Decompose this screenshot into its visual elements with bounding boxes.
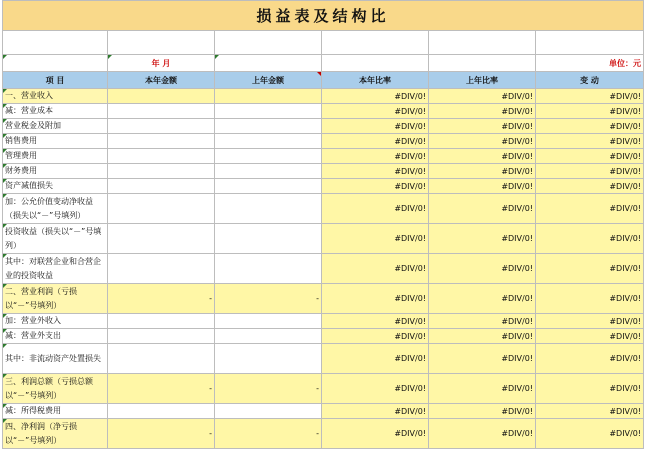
item-label-cell[interactable]: 二、营业利润（亏损以“－”号填列）: [3, 284, 108, 314]
current-ratio-cell[interactable]: #DIV/0!: [322, 224, 429, 254]
prev-amount-cell[interactable]: [215, 254, 322, 284]
current-amount-cell[interactable]: [108, 149, 215, 164]
header-item[interactable]: 项 目: [3, 72, 108, 89]
prev-amount-cell[interactable]: [215, 134, 322, 149]
current-ratio-cell[interactable]: #DIV/0!: [322, 164, 429, 179]
current-ratio-cell[interactable]: #DIV/0!: [322, 194, 429, 224]
prev-amount-cell[interactable]: [215, 164, 322, 179]
prev-amount-cell[interactable]: [215, 404, 322, 419]
change-cell[interactable]: #DIV/0!: [536, 89, 644, 104]
item-label-cell[interactable]: 减：营业成本: [3, 104, 108, 119]
item-label-cell[interactable]: 三、利润总额（亏损总额以“－”号填列）: [3, 374, 108, 404]
empty-cell[interactable]: [322, 55, 429, 72]
current-ratio-cell[interactable]: #DIV/0!: [322, 419, 429, 449]
unit-cell[interactable]: 单位：元: [536, 55, 644, 72]
current-ratio-cell[interactable]: #DIV/0!: [322, 134, 429, 149]
table-row: [3, 149, 644, 164]
prev-ratio-cell[interactable]: #DIV/0!: [429, 104, 536, 119]
change-cell[interactable]: #DIV/0!: [536, 329, 644, 344]
change-cell[interactable]: #DIV/0!: [536, 419, 644, 449]
current-amount-cell[interactable]: -: [108, 419, 215, 449]
sheet-title[interactable]: 损益表及结构比: [3, 1, 644, 31]
current-amount-cell[interactable]: [108, 254, 215, 284]
current-amount-cell[interactable]: [108, 194, 215, 224]
current-ratio-cell[interactable]: #DIV/0!: [322, 404, 429, 419]
prev-amount-cell[interactable]: [215, 194, 322, 224]
income-statement-table: [2, 0, 644, 449]
empty-cell[interactable]: [429, 31, 536, 55]
table-row: [3, 254, 644, 284]
prev-amount-cell[interactable]: [215, 314, 322, 329]
table-row: [3, 134, 644, 149]
current-amount-cell[interactable]: [108, 329, 215, 344]
prev-ratio-cell[interactable]: #DIV/0!: [429, 194, 536, 224]
current-ratio-cell[interactable]: #DIV/0!: [322, 149, 429, 164]
table-row: [3, 344, 644, 374]
prev-amount-cell[interactable]: [215, 344, 322, 374]
current-ratio-cell[interactable]: #DIV/0!: [322, 344, 429, 374]
item-label-cell[interactable]: 减：营业外支出: [3, 329, 108, 344]
table-row: [3, 89, 644, 104]
item-label-cell[interactable]: 管理费用: [3, 149, 108, 164]
prev-ratio-cell[interactable]: #DIV/0!: [429, 374, 536, 404]
current-ratio-cell[interactable]: #DIV/0!: [322, 119, 429, 134]
prev-ratio-cell[interactable]: #DIV/0!: [429, 419, 536, 449]
table-row: [3, 404, 644, 419]
change-cell[interactable]: #DIV/0!: [536, 179, 644, 194]
table-row: [3, 419, 644, 449]
prev-amount-cell[interactable]: [215, 179, 322, 194]
change-cell[interactable]: #DIV/0!: [536, 104, 644, 119]
current-amount-cell[interactable]: [108, 89, 215, 104]
change-cell[interactable]: #DIV/0!: [536, 254, 644, 284]
current-amount-cell[interactable]: [108, 404, 215, 419]
header-current-ratio[interactable]: 本年比率: [322, 72, 429, 89]
prev-ratio-cell[interactable]: #DIV/0!: [429, 179, 536, 194]
empty-cell[interactable]: [536, 31, 644, 55]
prev-amount-cell[interactable]: [215, 89, 322, 104]
empty-cell[interactable]: [215, 31, 322, 55]
prev-ratio-cell[interactable]: #DIV/0!: [429, 404, 536, 419]
current-ratio-cell[interactable]: #DIV/0!: [322, 89, 429, 104]
prev-amount-cell[interactable]: [215, 224, 322, 254]
current-amount-cell[interactable]: -: [108, 374, 215, 404]
table-row: [3, 194, 644, 224]
empty-cell[interactable]: [3, 31, 108, 55]
current-ratio-cell[interactable]: #DIV/0!: [322, 179, 429, 194]
item-label-cell[interactable]: 四、净利润（净亏损以“－”号填列）: [3, 419, 108, 449]
header-row: [3, 72, 644, 89]
empty-cell[interactable]: [429, 55, 536, 72]
header-current-amount[interactable]: 本年金额: [108, 72, 215, 89]
prev-amount-cell[interactable]: [215, 104, 322, 119]
prev-ratio-cell[interactable]: #DIV/0!: [429, 254, 536, 284]
change-cell[interactable]: #DIV/0!: [536, 149, 644, 164]
change-cell[interactable]: #DIV/0!: [536, 119, 644, 134]
change-cell[interactable]: #DIV/0!: [536, 344, 644, 374]
prev-amount-cell[interactable]: [215, 329, 322, 344]
current-ratio-cell[interactable]: #DIV/0!: [322, 104, 429, 119]
header-prev-amount[interactable]: 上年金额: [215, 72, 322, 89]
item-label-cell[interactable]: 加：营业外收入: [3, 314, 108, 329]
current-amount-cell[interactable]: [108, 314, 215, 329]
header-prev-ratio[interactable]: 上年比率: [429, 72, 536, 89]
change-cell[interactable]: #DIV/0!: [536, 134, 644, 149]
current-amount-cell[interactable]: [108, 164, 215, 179]
prev-amount-cell[interactable]: -: [215, 419, 322, 449]
current-amount-cell[interactable]: [108, 179, 215, 194]
prev-ratio-cell[interactable]: #DIV/0!: [429, 224, 536, 254]
item-label-cell[interactable]: 投资收益（损失以“－”号填列）: [3, 224, 108, 254]
prev-amount-cell[interactable]: -: [215, 284, 322, 314]
item-label-cell[interactable]: 销售费用: [3, 134, 108, 149]
item-label-cell[interactable]: 其中：非流动资产处置损失: [3, 344, 108, 374]
change-cell[interactable]: #DIV/0!: [536, 164, 644, 179]
table-row: [3, 284, 644, 314]
table-row: [3, 374, 644, 404]
item-label-cell[interactable]: 营业税金及附加: [3, 119, 108, 134]
prev-ratio-cell[interactable]: #DIV/0!: [429, 134, 536, 149]
current-ratio-cell[interactable]: #DIV/0!: [322, 314, 429, 329]
current-ratio-cell[interactable]: #DIV/0!: [322, 329, 429, 344]
table-row: [3, 119, 644, 134]
item-label-cell[interactable]: 其中：对联营企业和合营企业的投资收益: [3, 254, 108, 284]
change-cell[interactable]: #DIV/0!: [536, 284, 644, 314]
change-cell[interactable]: #DIV/0!: [536, 224, 644, 254]
item-label-cell[interactable]: 财务费用: [3, 164, 108, 179]
current-amount-cell[interactable]: [108, 104, 215, 119]
prev-ratio-cell[interactable]: #DIV/0!: [429, 314, 536, 329]
table-row: [3, 104, 644, 119]
table-row: [3, 314, 644, 329]
table-row: [3, 164, 644, 179]
year-month-cell[interactable]: 年 月: [108, 55, 215, 72]
change-cell[interactable]: #DIV/0!: [536, 404, 644, 419]
current-ratio-cell[interactable]: #DIV/0!: [322, 254, 429, 284]
current-ratio-cell[interactable]: #DIV/0!: [322, 374, 429, 404]
current-amount-cell[interactable]: -: [108, 284, 215, 314]
item-label-cell[interactable]: 一、营业收入: [3, 89, 108, 104]
prev-amount-cell[interactable]: [215, 149, 322, 164]
prev-ratio-cell[interactable]: #DIV/0!: [429, 284, 536, 314]
table-row: [3, 224, 644, 254]
current-amount-cell[interactable]: [108, 119, 215, 134]
table-body: [3, 89, 644, 449]
current-ratio-cell[interactable]: #DIV/0!: [322, 284, 429, 314]
prev-ratio-cell[interactable]: #DIV/0!: [429, 119, 536, 134]
header-change[interactable]: 变 动: [536, 72, 644, 89]
prev-ratio-cell[interactable]: #DIV/0!: [429, 164, 536, 179]
prev-ratio-cell[interactable]: #DIV/0!: [429, 149, 536, 164]
change-cell[interactable]: #DIV/0!: [536, 194, 644, 224]
empty-cell[interactable]: [215, 55, 322, 72]
prev-amount-cell[interactable]: [215, 119, 322, 134]
table-row: [3, 179, 644, 194]
prev-ratio-cell[interactable]: #DIV/0!: [429, 329, 536, 344]
prev-amount-cell[interactable]: -: [215, 374, 322, 404]
change-cell[interactable]: #DIV/0!: [536, 314, 644, 329]
item-label-cell[interactable]: 加：公允价值变动净收益（损失以“－”号填列）: [3, 194, 108, 224]
item-label-cell[interactable]: 资产减值损失: [3, 179, 108, 194]
prev-ratio-cell[interactable]: #DIV/0!: [429, 344, 536, 374]
current-amount-cell[interactable]: [108, 134, 215, 149]
current-amount-cell[interactable]: [108, 344, 215, 374]
change-cell[interactable]: #DIV/0!: [536, 374, 644, 404]
empty-cell[interactable]: [322, 31, 429, 55]
table-row: [3, 329, 644, 344]
empty-cell[interactable]: [3, 55, 108, 72]
current-amount-cell[interactable]: [108, 224, 215, 254]
prev-ratio-cell[interactable]: #DIV/0!: [429, 89, 536, 104]
empty-cell[interactable]: [108, 31, 215, 55]
item-label-cell[interactable]: 减：所得税费用: [3, 404, 108, 419]
